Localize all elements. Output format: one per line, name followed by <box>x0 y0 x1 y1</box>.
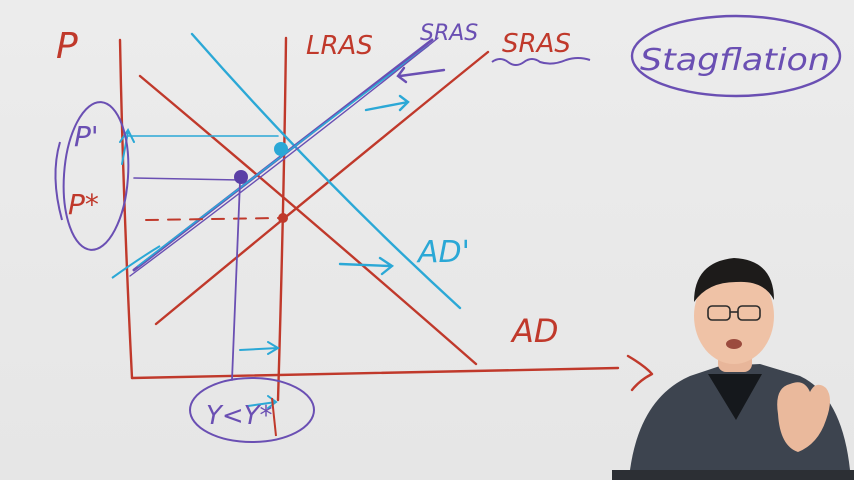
y-prime-guide <box>232 182 240 380</box>
equilibrium-blue-dot <box>274 142 288 156</box>
x-axis <box>132 368 618 378</box>
sras-right-arrow <box>366 96 408 110</box>
price-bracket <box>55 100 133 252</box>
p-star-label: P* <box>68 188 99 221</box>
ad-right-arrow <box>340 258 392 274</box>
ad-label: AD <box>512 312 559 350</box>
sras-label: SRAS <box>502 29 571 59</box>
equilibrium-red-dot <box>278 213 288 223</box>
output-label: Y<Y* <box>206 401 273 431</box>
lras-label: LRAS <box>306 31 373 61</box>
sras-new-extension <box>112 246 160 278</box>
sras-squiggle <box>492 58 590 65</box>
sras-left-arrow <box>398 68 444 82</box>
p-prime-label: P' <box>74 120 99 153</box>
x-axis-arrow <box>628 356 652 390</box>
output-bubble <box>190 378 314 442</box>
ad-shifted-label: AD' <box>418 235 470 270</box>
desk-edge <box>612 470 854 480</box>
sras-new-label: SRAS <box>420 21 479 46</box>
x-axis-left-arrow <box>240 342 278 354</box>
y-axis <box>120 40 132 378</box>
axes <box>120 40 652 390</box>
stagflation-bubble <box>632 16 840 96</box>
p-prime-guide <box>134 178 240 180</box>
axis-y-label: P <box>56 26 78 67</box>
stagflation-label: Stagflation <box>640 43 830 78</box>
p-star-dashed <box>146 218 280 220</box>
equilibrium-purple-dot <box>234 170 248 184</box>
sras-line <box>156 52 488 324</box>
